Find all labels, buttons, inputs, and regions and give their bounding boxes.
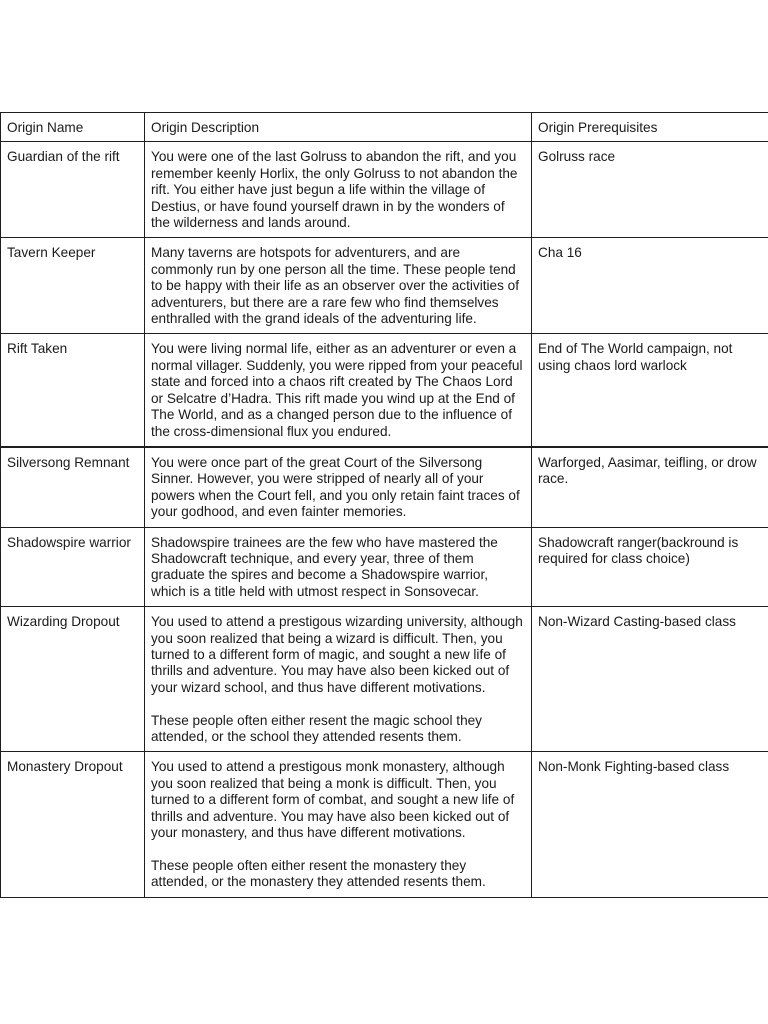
description-paragraph: You used to attend a prestigous monk monastery, although you soon realized that being a monk is difficult. Then, you turned to a different form of combat, and sought a new life of thrills and adventure. You may have also been kicked out of your monastery, and thus have different motivations. bbox=[151, 759, 515, 841]
table-row bbox=[1, 142, 768, 238]
origin-description-cell bbox=[145, 752, 532, 897]
description-paragraph: These people often either resent the magic school they attended, or the school they attended resents them. bbox=[151, 712, 482, 744]
origin-prerequisites-cell: Non-Monk Fighting-based class bbox=[532, 752, 768, 897]
table-row bbox=[1, 527, 768, 607]
origin-description-cell bbox=[145, 334, 532, 447]
table-row bbox=[1, 334, 768, 447]
origin-description-cell bbox=[145, 238, 532, 334]
origin-name-cell: Rift Taken bbox=[1, 334, 145, 447]
origin-name-cell: Wizarding Dropout bbox=[1, 607, 145, 752]
description-paragraph: You were living normal life, either as an adventurer or even a normal villager. Suddenly, you were ripped from your peaceful state and forced into a chaos rift created by The Chaos Lord or Selcatre d’Hadra. This rift made you wind up at the End of The World, and as a changed person due to the influence of the cross-dimensional flux you endured. bbox=[151, 341, 523, 439]
table-header-row bbox=[1, 113, 768, 142]
origins-table bbox=[0, 112, 768, 898]
origin-description-cell bbox=[145, 607, 532, 752]
header-origin-prerequisites: Origin Prerequisites bbox=[532, 113, 768, 142]
origin-prerequisites-cell: Cha 16 bbox=[532, 238, 768, 334]
description-paragraph: Shadowspire trainees are the few who have mastered the Shadowcraft technique, and every year, three of them graduate the spires and become a Shadowspire warrior, which is a title held with utmost respect in Sonsovecar. bbox=[151, 534, 498, 599]
table-row bbox=[1, 607, 768, 752]
origin-name-cell: Guardian of the rift bbox=[1, 142, 145, 238]
origin-name-cell: Silversong Remnant bbox=[1, 447, 145, 527]
table-row bbox=[1, 447, 768, 527]
origin-prerequisites-cell: End of The World campaign, not using chaos lord warlock bbox=[532, 334, 768, 447]
origin-prerequisites-cell: Warforged, Aasimar, teifling, or drow race. bbox=[532, 447, 768, 527]
origin-prerequisites-cell: Shadowcraft ranger(backround is required for class choice) bbox=[532, 527, 768, 607]
origin-prerequisites-cell: Non-Wizard Casting-based class bbox=[532, 607, 768, 752]
table-row bbox=[1, 238, 768, 334]
description-paragraph: You were one of the last Golruss to abandon the rift, and you remember keenly Horlix, the only Golruss to not abandon the rift. You either have just begun a life within the village of Destius, or have found yourself drawn in by the wonders of the wilderness and lands around. bbox=[151, 149, 518, 231]
origin-name-cell: Monastery Dropout bbox=[1, 752, 145, 897]
description-paragraph: Many taverns are hotspots for adventurers, and are commonly run by one person all the time. These people tend to be happy with their life as an observer over the activities of adventurers, but there are a rare few who find themselves enthralled with the grand ideals of the adventuring life. bbox=[151, 245, 519, 327]
origin-description-cell bbox=[145, 447, 532, 527]
description-paragraph: You were once part of the great Court of the Silversong Sinner. However, you were stripped of nearly all of your powers when the Court fell, and you only retain faint traces of your godhood, and even fainter memories. bbox=[151, 454, 520, 520]
origin-description-cell bbox=[145, 527, 532, 607]
origin-name-cell: Tavern Keeper bbox=[1, 238, 145, 334]
description-paragraph: These people often either resent the monastery they attended, or the monastery they attended resents them. bbox=[151, 857, 486, 890]
table-row bbox=[1, 752, 768, 897]
origin-prerequisites-cell: Golruss race bbox=[532, 142, 768, 238]
header-origin-description: Origin Description bbox=[145, 113, 532, 142]
header-origin-name: Origin Name bbox=[1, 113, 145, 142]
origin-description-cell bbox=[145, 142, 532, 238]
description-paragraph: You used to attend a prestigous wizarding university, although you soon realized that being a wizard is difficult. Then, you turned to a different form of magic, and sought a new life of thrills and adventure. You may have also been kicked out of your wizard school, and thus have different motivations. bbox=[151, 614, 523, 695]
origin-name-cell: Shadowspire warrior bbox=[1, 527, 145, 607]
